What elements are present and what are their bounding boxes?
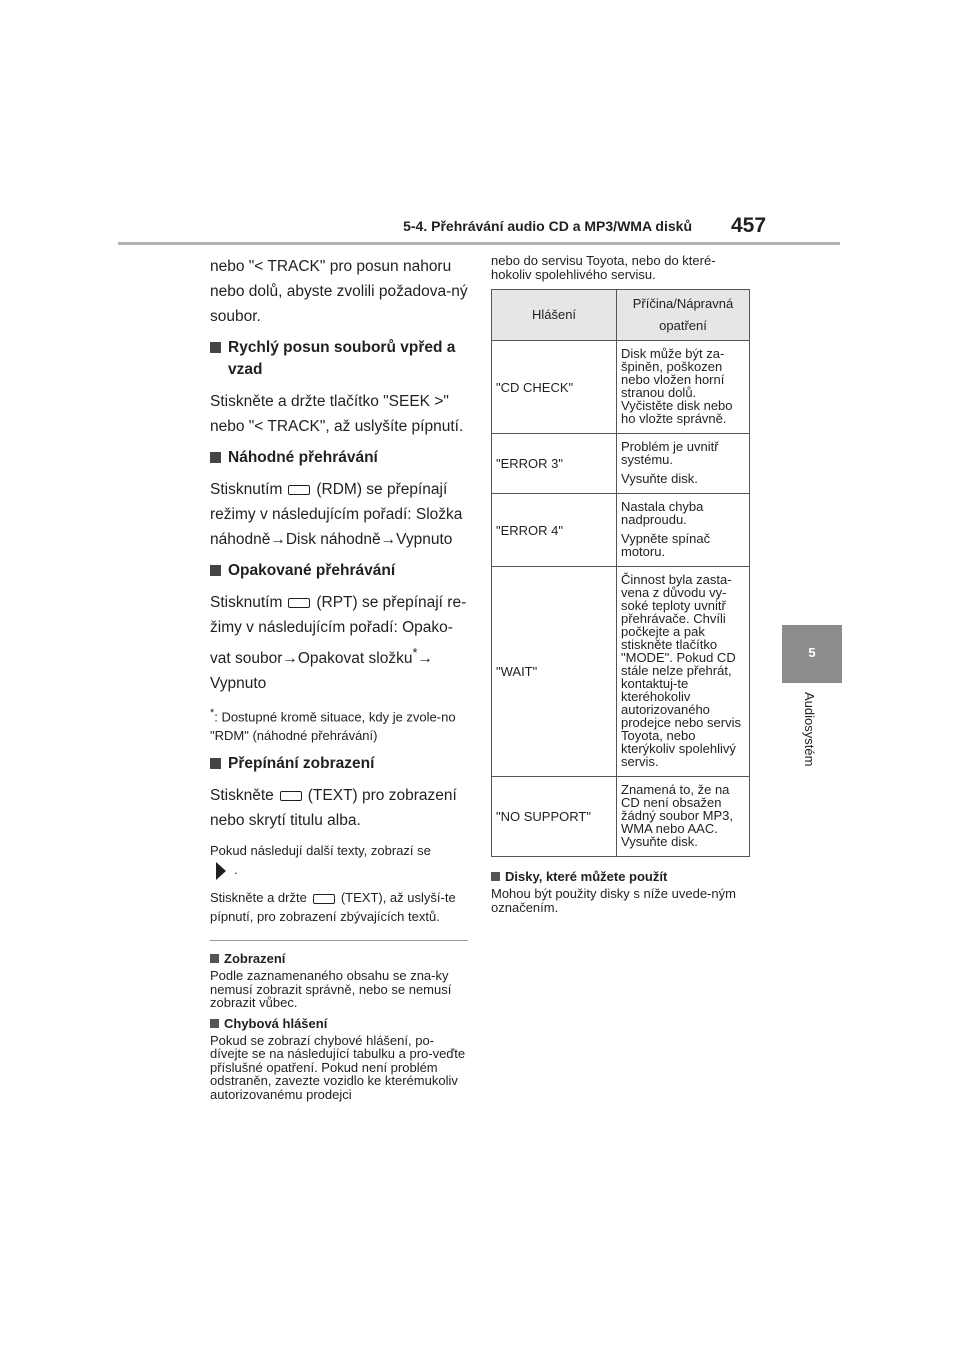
heading-fast bbox=[210, 337, 468, 381]
cause-text: Vysuňte disk. bbox=[621, 471, 698, 486]
square-bullet-icon bbox=[210, 565, 221, 576]
chapter-label bbox=[803, 692, 823, 792]
text-errors: Pokud se zobrazí chybové hlášení, po-dívejte se na následující tabulku a pro-veďte příslušné opatření. Pokud není problém odstraněn, zavezte vozidlo ke kterémukoliv autorizovanému prodejci bbox=[210, 1032, 466, 1102]
text-display: Podle zaznamenaného obsahu se zna-ky nemusí zobrazit správně, nebo se nemusí zobrazit vůbec. bbox=[210, 968, 452, 1011]
button-icon bbox=[280, 791, 302, 801]
section-title: 5-4. Přehrávání audio CD a MP3/WMA disků bbox=[403, 218, 692, 234]
subheading-discs-text: Disky, které můžete použít bbox=[505, 869, 668, 884]
note1-text: Pokud následují další texty, zobrazí se bbox=[210, 843, 431, 859]
chapter-label-text: Audiosystém bbox=[802, 692, 817, 767]
heading-repeat bbox=[210, 560, 468, 582]
square-bullet-icon bbox=[210, 342, 221, 353]
repeat-text-a: Stisknutím bbox=[210, 594, 283, 611]
subheading-errors bbox=[210, 1016, 468, 1032]
table-row bbox=[492, 341, 750, 434]
cause-cell bbox=[617, 777, 750, 857]
message-cell: "ERROR 4" bbox=[492, 494, 617, 567]
footnote-text: : Dostupné kromě situace, kdy je zvole-no "RDM" (náhodné přehrávání) bbox=[210, 709, 456, 744]
repeat-text-c: → Vypnuto bbox=[210, 650, 433, 693]
heading-random-text: Náhodné přehrávání bbox=[228, 449, 378, 466]
cause-text: Vypněte spínač motoru. bbox=[621, 531, 711, 559]
note-hold-text bbox=[210, 888, 468, 926]
paragraph-fast: Stiskněte a držte tlačítko "SEEK >" nebo "< TRACK", až uslyšíte pípnutí. bbox=[210, 393, 464, 435]
repeat-text-b: (RPT) se přepínají re-žimy v následujícím pořadí: Opako-vat soubor→Opakovat složku bbox=[210, 594, 467, 668]
cause-text: Nastala chyba nadproudu. bbox=[621, 499, 704, 527]
cause-text: Znamená to, že na CD není obsažen žádný soubor MP3, WMA nebo AAC. Vysuňte disk. bbox=[621, 782, 734, 849]
chapter-number: 5 bbox=[808, 645, 816, 660]
cause-cell bbox=[617, 434, 750, 494]
message-cell: "NO SUPPORT" bbox=[492, 777, 617, 857]
section-divider bbox=[210, 940, 468, 941]
button-icon bbox=[288, 598, 310, 608]
text-service: nebo do servisu Toyota, nebo do které-hokoliv spolehlivého servisu. bbox=[491, 253, 716, 282]
cause-text: Disk může být za-špiněn, poškozen nebo vložen horní stranou dolů. Vyčistěte disk nebo ho vložte správně. bbox=[621, 346, 733, 426]
button-icon bbox=[313, 894, 335, 904]
chapter-tab bbox=[782, 625, 842, 683]
paragraph-track: nebo "< TRACK" pro posun nahoru nebo dolů, abyste zvolili požadova-ný soubor. bbox=[210, 258, 468, 325]
heading-display bbox=[210, 753, 468, 775]
heading-display-text: Přepínání zobrazení bbox=[228, 755, 375, 773]
right-arrow-icon bbox=[216, 862, 226, 880]
subheading-display-text: Zobrazení bbox=[224, 951, 286, 967]
paragraph-random bbox=[210, 477, 468, 552]
note2-text-b: (TEXT), až uslyší-te pípnutí, pro zobrazení zbývajících textů. bbox=[210, 890, 456, 925]
repeat-star: * bbox=[412, 645, 418, 660]
page-number: 457 bbox=[731, 214, 767, 237]
message-cell: "WAIT" bbox=[492, 567, 617, 777]
button-icon bbox=[288, 485, 310, 495]
note-more-text bbox=[210, 841, 468, 880]
note2-text-a: Stiskněte a držte bbox=[210, 890, 307, 906]
text-discs: Mohou být použity disky s níže uvede-ným označením. bbox=[491, 886, 736, 915]
header-rule bbox=[118, 242, 840, 245]
left-column bbox=[210, 254, 468, 1107]
subheading-discs bbox=[491, 869, 751, 885]
cause-cell bbox=[617, 567, 750, 777]
square-bullet-icon bbox=[210, 1019, 219, 1028]
message-cell: "ERROR 3" bbox=[492, 434, 617, 494]
cause-text: Činnost byla zasta-vena z důvodu vy-soké teploty uvnitř přehrávače. Chvíli počkejte a pak stiskněte tlačítko "MODE". Pokud CD stále nelze přehrát, kontaktuj-te kteréhokoliv autorizovaného prodejce nebo servis Toyota, nebo kterýkoliv spolehlivý servis. bbox=[621, 572, 741, 769]
subheading-errors-text: Chybová hlášení bbox=[224, 1015, 328, 1031]
random-text-b: (RDM) se přepínají režimy v následujícím pořadí: Složka náhodně→Disk náhodně→Vypnuto bbox=[210, 481, 463, 548]
message-cell: "CD CHECK" bbox=[492, 341, 617, 434]
cause-text: Problém je uvnitř systému. bbox=[621, 439, 719, 467]
subheading-display bbox=[210, 951, 468, 967]
table-header-message: Hlášení bbox=[492, 290, 617, 341]
paragraph-repeat bbox=[210, 590, 468, 696]
error-table bbox=[491, 289, 750, 857]
table-row bbox=[492, 494, 750, 567]
table-row bbox=[492, 434, 750, 494]
table-row bbox=[492, 567, 750, 777]
table-header-cause: Příčina/Nápravná opatření bbox=[617, 290, 750, 341]
square-bullet-icon bbox=[210, 954, 219, 963]
heading-repeat-text: Opakované přehrávání bbox=[228, 562, 396, 579]
heading-fast-text: Rychlý posun souborů vpřed a vzad bbox=[228, 339, 456, 378]
square-bullet-icon bbox=[210, 452, 221, 463]
footnote-star: * bbox=[210, 707, 215, 720]
footnote bbox=[210, 704, 468, 745]
table-header-row bbox=[492, 290, 750, 341]
table-row bbox=[492, 777, 750, 857]
heading-random bbox=[210, 447, 468, 469]
square-bullet-icon bbox=[491, 872, 500, 881]
right-column bbox=[491, 254, 751, 920]
display-text-a: Stiskněte bbox=[210, 787, 274, 805]
random-text-a: Stisknutím bbox=[210, 481, 283, 498]
cause-cell bbox=[617, 494, 750, 567]
note1-end: . bbox=[234, 862, 238, 878]
display-text-b: (TEXT) pro zobrazení nebo skrytí titulu alba. bbox=[210, 787, 457, 830]
paragraph-display bbox=[210, 783, 468, 833]
cause-cell bbox=[617, 341, 750, 434]
square-bullet-icon bbox=[210, 758, 221, 769]
